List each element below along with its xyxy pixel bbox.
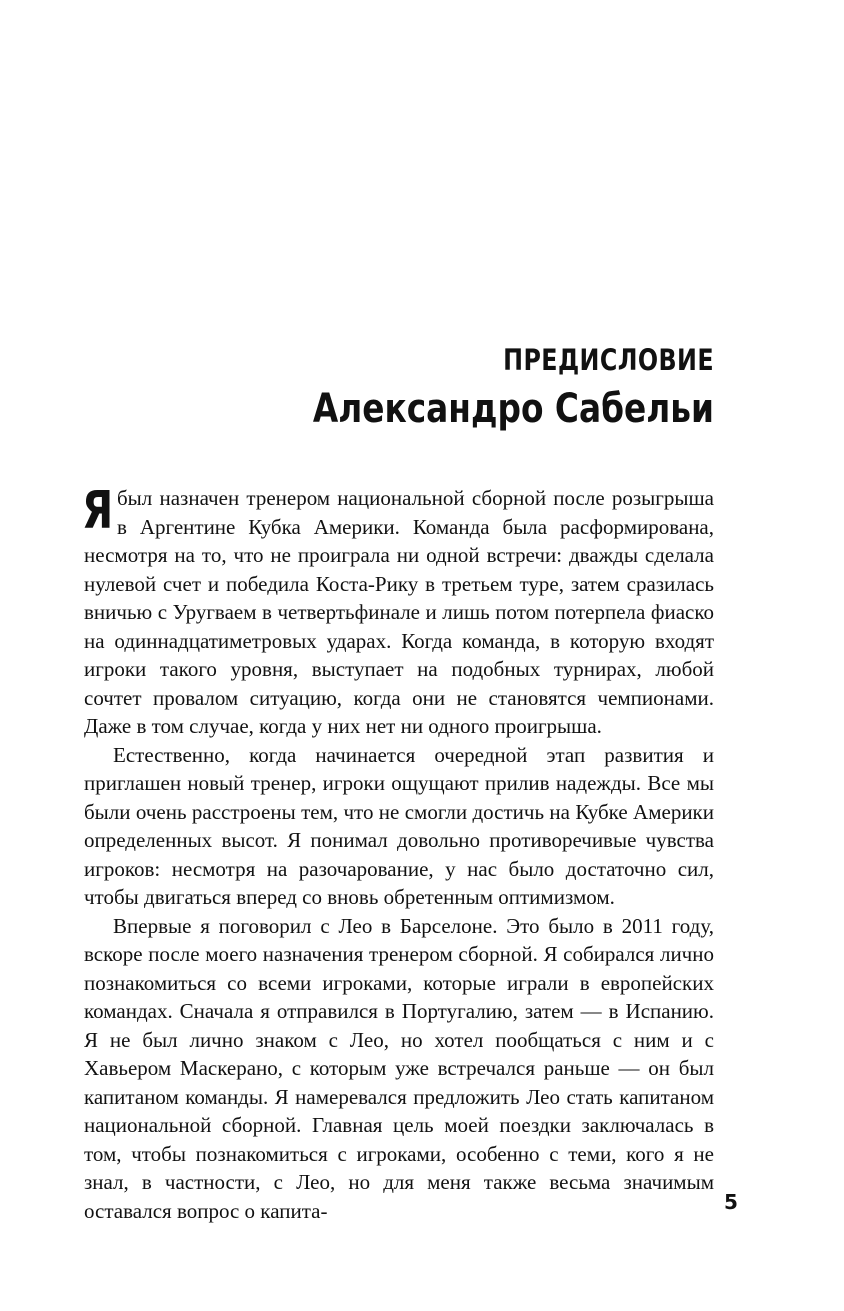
section-kicker: ПРЕДИСЛОВИЕ [503,343,714,377]
paragraph-3: Впервые я поговорил с Лео в Барселоне. Это было в 2011 году, вскоре после моего назначения тренером сборной. Я собирался лично познакомиться со всеми игроками, которые играли в европейских командах. Сначала я отправился в Португалию, затем — в Испанию. Я не был лично знаком с Лео, но хотел пообщаться с ним и с Хавьером Маскерано, с которым уже встречался раньше — он был капитаном команды. Я намеревался предложить Лео стать капитаном национальной сборной. Главная цель моей поездки заключалась в том, чтобы познакомиться с игроками, особенно с теми, кого я не знал, в частности, с Лео, но для меня также весьма значимым оставался вопрос о капита- [84,913,714,1223]
body-text [82,481,714,1225]
paragraph-1 [82,481,714,741]
paragraph-1-text: был назначен тренером национальной сборной после розыгрыша в Аргентине Кубка Америки. Команда была расформирована, несмотря на то, что не проиграла ни одной встречи: дважды сделала нулевой счет и победила Коста-Рику в третьем туре, затем сразилась вничью с Уругваем в четвертьфинале и лишь потом потерпела фиаско на одиннадцатиметровых ударах. Когда команда, в которую входят игроки такого уровня, выступает на подобных турнирах, любой сочтет провалом ситуацию, когда они не становятся чемпионами. Даже в том случае, когда у них нет ни одного проигрыша. [84,486,714,738]
section-title: Александро Сабельи [312,386,714,432]
page-number: 5 [724,1190,738,1214]
drop-cap: Я [82,481,114,541]
paragraph-2: Естественно, когда начинается очередной этап развития и приглашен новый тренер, игроки ощущают прилив надежды. Все мы были очень расстроены тем, что не смогли достичь на Кубке Америки определенных высот. Я понимал довольно противоречивые чувства игроков: несмотря на разочарование, у нас было достаточно сил, чтобы двигаться вперед со вновь обретенным оптимизмом. [84,742,714,909]
